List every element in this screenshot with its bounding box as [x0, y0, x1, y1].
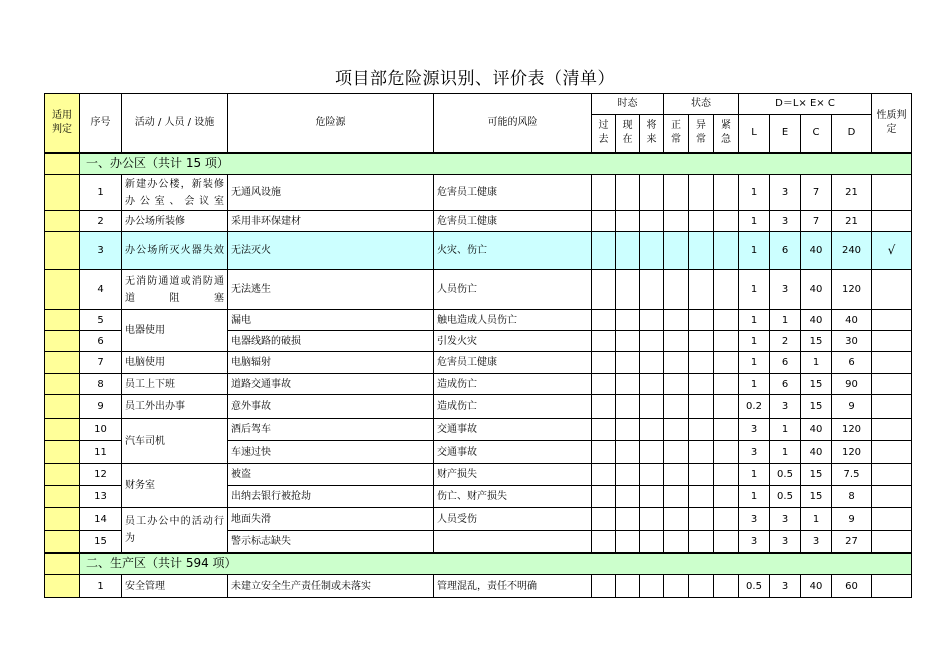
table-row [45, 374, 912, 395]
row-nature [872, 464, 912, 486]
row-C: 40 [801, 419, 832, 441]
row-L: 1 [739, 175, 770, 211]
row-E: 3 [770, 575, 801, 598]
row-C: 15 [801, 331, 832, 352]
row-L: 1 [739, 464, 770, 486]
row-nature [872, 211, 912, 232]
row-hazard: 地面失滑 [228, 508, 434, 531]
row-C: 40 [801, 441, 832, 464]
row-nature [872, 575, 912, 598]
row-seq: 5 [80, 310, 122, 331]
row-E: 0.5 [770, 486, 801, 508]
row-D: 9 [832, 395, 872, 419]
row-D: 21 [832, 211, 872, 232]
row-L: 0.2 [739, 395, 770, 419]
row-nature [872, 270, 912, 310]
row-D: 6 [832, 352, 872, 374]
row-D: 40 [832, 310, 872, 331]
hazard-table [44, 93, 912, 598]
row-E: 1 [770, 419, 801, 441]
row-hazard: 出纳去银行被抢劫 [228, 486, 434, 508]
row-seq: 4 [80, 270, 122, 310]
row-risk: 触电造成人员伤亡 [434, 310, 592, 331]
header-nature: 性质判定 [872, 94, 912, 153]
row-L: 1 [739, 352, 770, 374]
row-E: 3 [770, 270, 801, 310]
row-L: 1 [739, 270, 770, 310]
row-hazard: 意外事故 [228, 395, 434, 419]
section-heading: 一、办公区（共计 15 项） [80, 153, 912, 175]
header-applicable: 适用判定 [45, 94, 80, 153]
header-tense-past: 过去 [592, 115, 616, 153]
row-hazard: 被盗 [228, 464, 434, 486]
row-C: 40 [801, 232, 832, 270]
row-activity: 员工上下班 [122, 374, 228, 395]
row-activity: 员工办公中的活动行为 [122, 508, 228, 553]
page-title: 项目部危险源识别、评价表（清单） [335, 69, 615, 89]
row-seq: 14 [80, 508, 122, 531]
row-activity: 办公场所装修 [122, 211, 228, 232]
row-risk [434, 531, 592, 553]
table-row [45, 419, 912, 441]
row-E: 6 [770, 374, 801, 395]
table-row [45, 270, 912, 310]
section-heading: 二、生产区（共计 594 项） [80, 553, 912, 575]
row-L: 1 [739, 232, 770, 270]
row-seq: 3 [80, 232, 122, 270]
header-C: C [801, 115, 832, 153]
row-risk: 伤亡、财产损失 [434, 486, 592, 508]
row-E: 0.5 [770, 464, 801, 486]
header-state-emergency: 紧急 [714, 115, 739, 153]
row-L: 1 [739, 486, 770, 508]
row-E: 3 [770, 395, 801, 419]
row-seq: 8 [80, 374, 122, 395]
row-C: 40 [801, 310, 832, 331]
row-activity: 新建办公楼，新装修办公室、会议室 [122, 175, 228, 211]
table-row [45, 175, 912, 211]
row-E: 6 [770, 352, 801, 374]
row-C: 1 [801, 508, 832, 531]
header-risk: 可能的风险 [434, 94, 592, 153]
row-C: 15 [801, 464, 832, 486]
row-seq: 12 [80, 464, 122, 486]
row-D: 7.5 [832, 464, 872, 486]
row-nature [872, 352, 912, 374]
row-risk: 危害员工健康 [434, 211, 592, 232]
row-risk: 交通事故 [434, 441, 592, 464]
row-risk: 危害员工健康 [434, 175, 592, 211]
row-nature [872, 395, 912, 419]
header-D: D [832, 115, 872, 153]
row-activity: 财务室 [122, 464, 228, 508]
row-seq: 10 [80, 419, 122, 441]
table-row [45, 508, 912, 531]
row-hazard: 无法逃生 [228, 270, 434, 310]
row-L: 1 [739, 211, 770, 232]
row-seq: 7 [80, 352, 122, 374]
header-formula: D＝L× E× C [739, 94, 872, 115]
row-hazard: 电器线路的破损 [228, 331, 434, 352]
row-hazard: 未建立安全生产责任制或未落实 [228, 575, 434, 598]
row-activity: 电器使用 [122, 310, 228, 352]
row-risk: 引发火灾 [434, 331, 592, 352]
row-D: 90 [832, 374, 872, 395]
row-nature [872, 419, 912, 441]
row-nature [872, 374, 912, 395]
row-risk: 火灾、伤亡 [434, 232, 592, 270]
header-hazard: 危险源 [228, 94, 434, 153]
row-E: 3 [770, 175, 801, 211]
row-C: 1 [801, 352, 832, 374]
row-D: 21 [832, 175, 872, 211]
row-E: 3 [770, 211, 801, 232]
row-L: 3 [739, 419, 770, 441]
row-seq: 2 [80, 211, 122, 232]
table-row [45, 352, 912, 374]
row-risk: 人员受伤 [434, 508, 592, 531]
row-activity: 办公场所灭火器失效 [122, 232, 228, 270]
row-risk: 管理混乱，责任不明确 [434, 575, 592, 598]
row-nature [872, 508, 912, 531]
row-D: 30 [832, 331, 872, 352]
row-seq: 1 [80, 575, 122, 598]
row-L: 3 [739, 508, 770, 531]
row-E: 3 [770, 531, 801, 553]
table-row [45, 575, 912, 598]
row-nature: √ [872, 232, 912, 270]
row-C: 15 [801, 374, 832, 395]
row-C: 7 [801, 175, 832, 211]
table-row [45, 464, 912, 486]
row-C: 3 [801, 531, 832, 553]
row-hazard: 无法灭火 [228, 232, 434, 270]
table-row [45, 395, 912, 419]
row-hazard: 电脑辐射 [228, 352, 434, 374]
row-seq: 1 [80, 175, 122, 211]
row-E: 2 [770, 331, 801, 352]
header-state-normal: 正常 [664, 115, 689, 153]
row-seq: 11 [80, 441, 122, 464]
row-L: 1 [739, 331, 770, 352]
row-E: 6 [770, 232, 801, 270]
header-state-abnormal: 异常 [689, 115, 714, 153]
row-D: 120 [832, 270, 872, 310]
row-E: 3 [770, 508, 801, 531]
header-state: 状态 [664, 94, 739, 115]
row-E: 1 [770, 441, 801, 464]
table-row [45, 232, 912, 270]
header-seq: 序号 [80, 94, 122, 153]
row-risk: 造成伤亡 [434, 374, 592, 395]
row-nature [872, 486, 912, 508]
row-nature [872, 331, 912, 352]
row-hazard: 警示标志缺失 [228, 531, 434, 553]
row-activity: 安全管理 [122, 575, 228, 598]
row-C: 15 [801, 395, 832, 419]
row-D: 240 [832, 232, 872, 270]
row-hazard: 漏电 [228, 310, 434, 331]
row-C: 15 [801, 486, 832, 508]
row-C: 40 [801, 575, 832, 598]
row-hazard: 道路交通事故 [228, 374, 434, 395]
row-hazard: 无通风设施 [228, 175, 434, 211]
header-E: E [770, 115, 801, 153]
row-L: 1 [739, 310, 770, 331]
row-activity: 汽车司机 [122, 419, 228, 464]
table-row [45, 211, 912, 232]
row-activity: 无消防通道或消防通道阻塞 [122, 270, 228, 310]
header-tense-present: 现在 [616, 115, 640, 153]
row-C: 7 [801, 211, 832, 232]
row-hazard: 车速过快 [228, 441, 434, 464]
row-seq: 13 [80, 486, 122, 508]
row-risk: 交通事故 [434, 419, 592, 441]
row-risk: 造成伤亡 [434, 395, 592, 419]
row-L: 3 [739, 531, 770, 553]
row-D: 120 [832, 419, 872, 441]
row-nature [872, 531, 912, 553]
header-tense-future: 将来 [640, 115, 664, 153]
row-nature [872, 175, 912, 211]
row-D: 120 [832, 441, 872, 464]
row-D: 9 [832, 508, 872, 531]
row-risk: 财产损失 [434, 464, 592, 486]
row-seq: 15 [80, 531, 122, 553]
header-activity: 活动 / 人员 / 设施 [122, 94, 228, 153]
row-L: 1 [739, 374, 770, 395]
row-risk: 人员伤亡 [434, 270, 592, 310]
table-row [45, 310, 912, 331]
header-L: L [739, 115, 770, 153]
row-C: 40 [801, 270, 832, 310]
row-D: 27 [832, 531, 872, 553]
row-risk: 危害员工健康 [434, 352, 592, 374]
row-L: 0.5 [739, 575, 770, 598]
row-D: 8 [832, 486, 872, 508]
row-E: 1 [770, 310, 801, 331]
row-seq: 6 [80, 331, 122, 352]
row-D: 60 [832, 575, 872, 598]
header-tense: 时态 [592, 94, 664, 115]
row-activity: 员工外出办事 [122, 395, 228, 419]
row-nature [872, 310, 912, 331]
row-hazard: 酒后驾车 [228, 419, 434, 441]
row-activity: 电脑使用 [122, 352, 228, 374]
row-L: 3 [739, 441, 770, 464]
row-seq: 9 [80, 395, 122, 419]
row-nature [872, 441, 912, 464]
row-hazard: 采用非环保建材 [228, 211, 434, 232]
